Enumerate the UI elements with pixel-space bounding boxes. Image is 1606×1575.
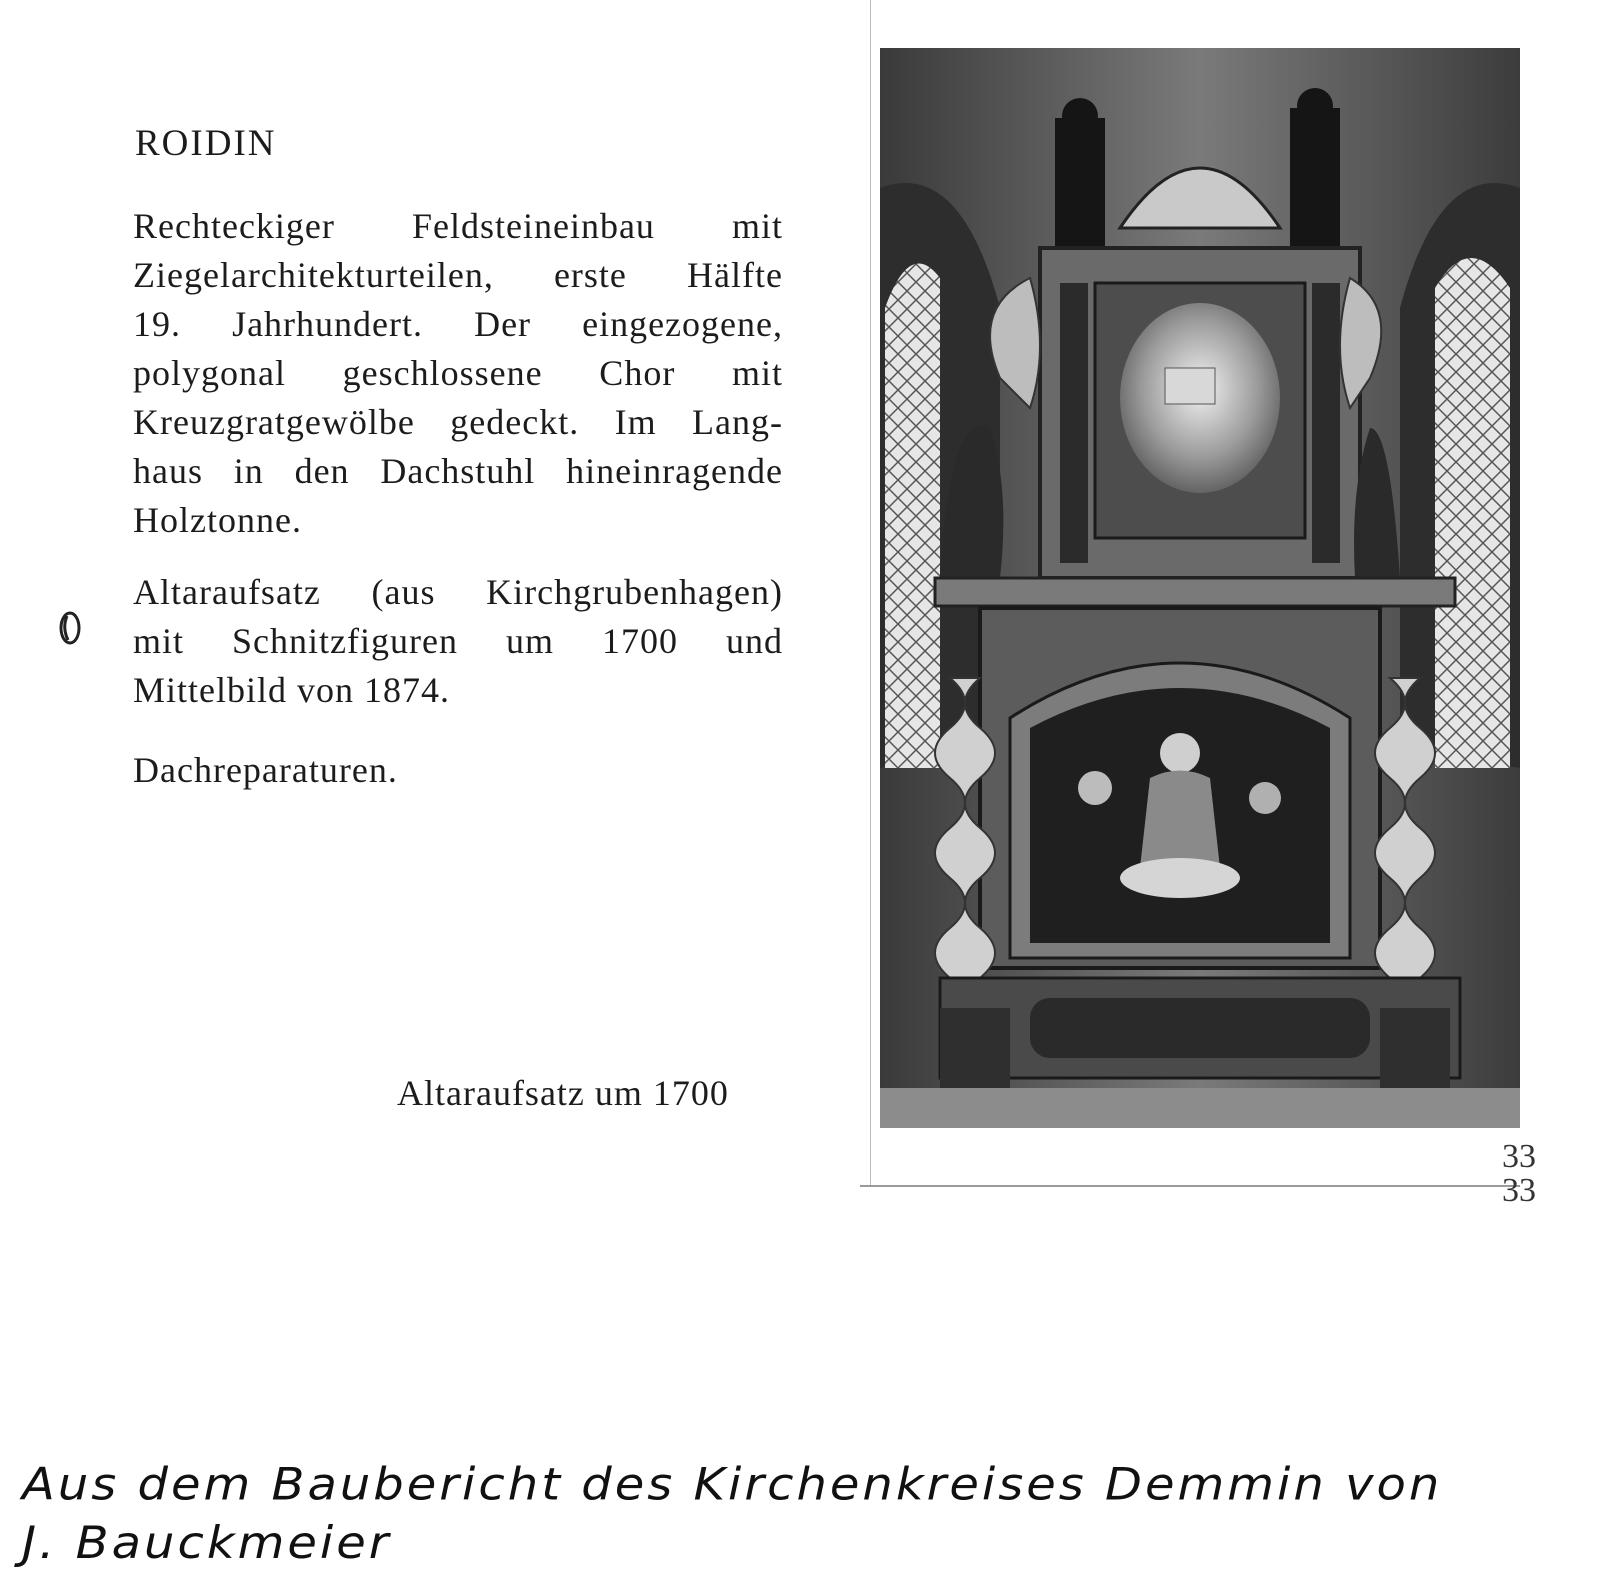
repairs-paragraph [133,746,783,795]
text-line: Dachreparaturen. [133,750,398,790]
text-line: Rechteckiger Feldsteineinbau mit [133,206,783,246]
divider [860,1185,1520,1187]
text-line: Altaraufsatz (aus Kirchgrubenhagen) [133,572,783,612]
text-line: Holztonne. [133,500,302,540]
text-line: Kreuzgratgewölbe gedeckt. Im Lang- [133,402,783,442]
handwritten-note [22,1455,1602,1573]
text-line: Ziegelarchitekturteilen, erste Hälfte [133,255,783,295]
text-line: haus in den Dachstuhl hineinragende [133,451,783,491]
text-line: 19. Jahrhundert. Der eingezogene, [133,304,783,344]
altar-photo [880,48,1520,1128]
description-paragraph [133,202,783,545]
margin-mark-icon [58,610,82,646]
page-number-line: 33 [1502,1138,1536,1175]
text-line: mit Schnitzfiguren um 1700 und [133,621,783,661]
page-number [1502,1140,1536,1208]
text-line: Mittelbild von 1874. [133,670,450,710]
photo-caption: Altaraufsatz um 1700 [397,1073,729,1113]
divider [870,0,871,1185]
page-title: ROIDIN [135,123,277,164]
altar-paragraph [133,568,783,715]
page-number-line: 33 [1502,1172,1536,1209]
handwritten-line: J. Bauckmeier [22,1517,392,1570]
handwritten-line: Aus dem Baubericht des Kirchenkreises Demmin von [22,1458,1443,1511]
text-line: polygonal geschlossene Chor mit [133,353,783,393]
